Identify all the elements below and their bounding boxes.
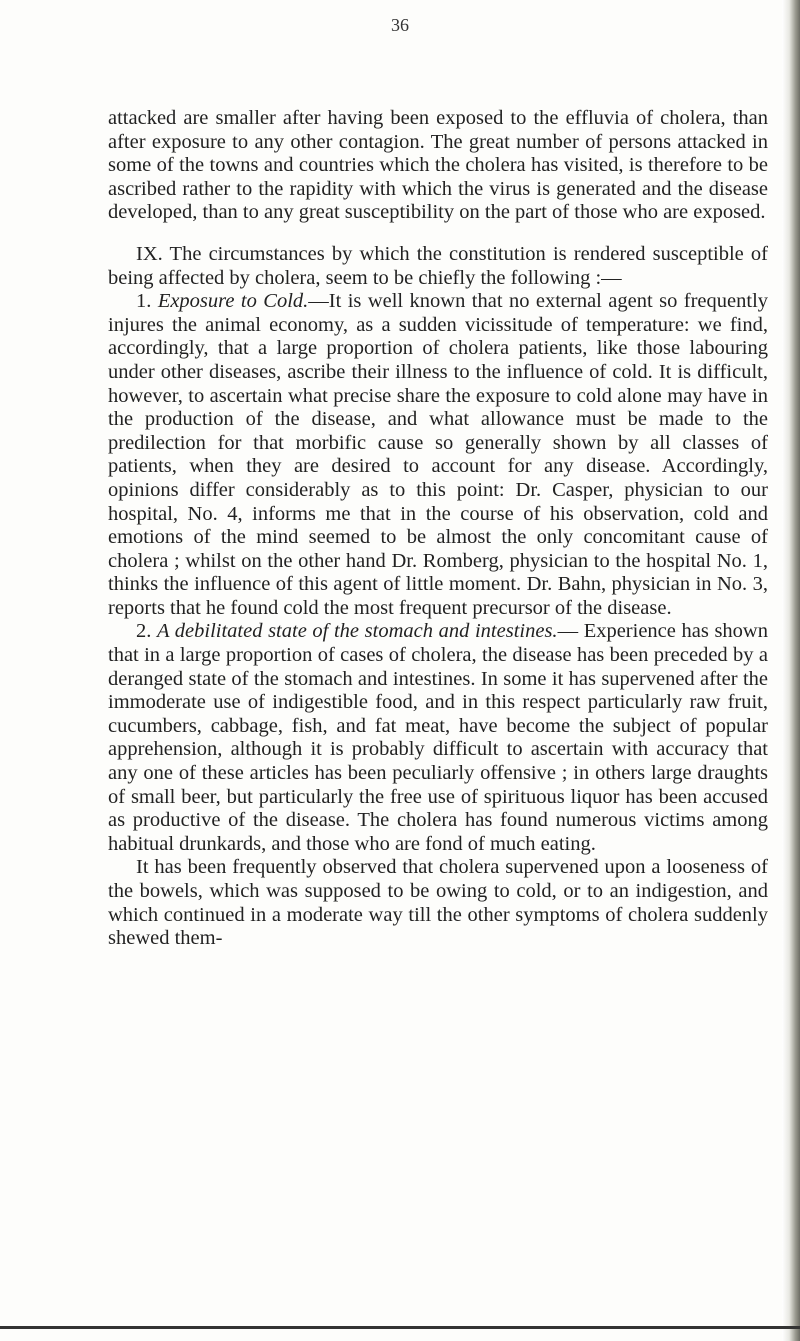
item-number: 1. bbox=[136, 290, 158, 313]
paragraph-section-ix: IX. The circumstances by which the constitution is rendered susceptible of being affected by cholera, seem to be chiefly the following :— bbox=[108, 242, 768, 289]
heading-debilitated-state: A debilitated state of the stomach and intestines. bbox=[157, 620, 558, 643]
paragraph-effluvia: attacked are smaller after having been exposed to the effluvia of cholera, than after exposure to any other contagion. The great number of persons attacked in some of the towns and countries which the cholera has visited, is therefore to be ascribed rather to the rapidity with which the virus is generated and the disease developed, than to any great susceptibility on the part of those who are exposed. bbox=[108, 107, 768, 224]
paragraph-exposure-to-cold-text: —It is well known that no external agent so frequently injures the animal economy, as a sudden vicissitude of temperature: we find, accordingly, that a large proportion of cholera patients, like those labouring under other diseases, ascribe their illness to the influence of cold. It is difficult, however, to ascertain what precise share the exposure to cold alone may have in the production of the disease, and what allowance must be made to the predilection for that morbific cause so generally shown by all classes of patients, when they are desired to account for any disease. Accordingly, opinions differ considerably as to this point: Dr. Casper, physician to our hospital, No. 4, informs me that in the course of his observation, cold and emotions of the mind seemed to be almost the only concomitant cause of cholera ; whilst on the other hand Dr. Romberg, physician to the hospital No. 1, thinks the influence of this agent of little moment. Dr. Bahn, physician in No. 3, reports that he found cold the most frequent precursor of the disease. bbox=[108, 290, 769, 619]
paragraph-exposure-to-cold bbox=[108, 290, 768, 620]
page-number: 36 bbox=[391, 15, 409, 35]
page-edge-shadow bbox=[782, 0, 800, 1341]
item-number: 2. bbox=[136, 620, 157, 643]
paragraph-debilitated-state bbox=[108, 620, 768, 856]
heading-exposure-to-cold: Exposure to Cold. bbox=[157, 290, 309, 313]
paragraph-debilitated-state-text: — Experience has shown that in a large proportion of cases of cholera, the disease has been preceded by a deranged state of the stomach and intestines. In some it has supervened after the immoderate use of indigestible food, and in this respect particularly raw fruit, cucumbers, cabbage, fish, and fat meat, have become the subject of popular apprehension, although it is probably difficult to ascertain with accuracy that any one of these articles has been peculiarly offensive ; in others large draughts of small beer, but particularly the free use of spirituous liquor has been accused as productive of the disease. The cholera has found numerous victims among habitual drunkards, and those who are fond of much eating. bbox=[108, 620, 768, 855]
body-text bbox=[108, 107, 768, 951]
paragraph-looseness: It has been frequently observed that cholera supervened upon a looseness of the bowels, which was supposed to be owing to cold, or to an indigestion, and which continued in a moderate way till the other symptoms of cholera suddenly shewed them- bbox=[108, 856, 768, 950]
bottom-rule bbox=[0, 1326, 800, 1329]
